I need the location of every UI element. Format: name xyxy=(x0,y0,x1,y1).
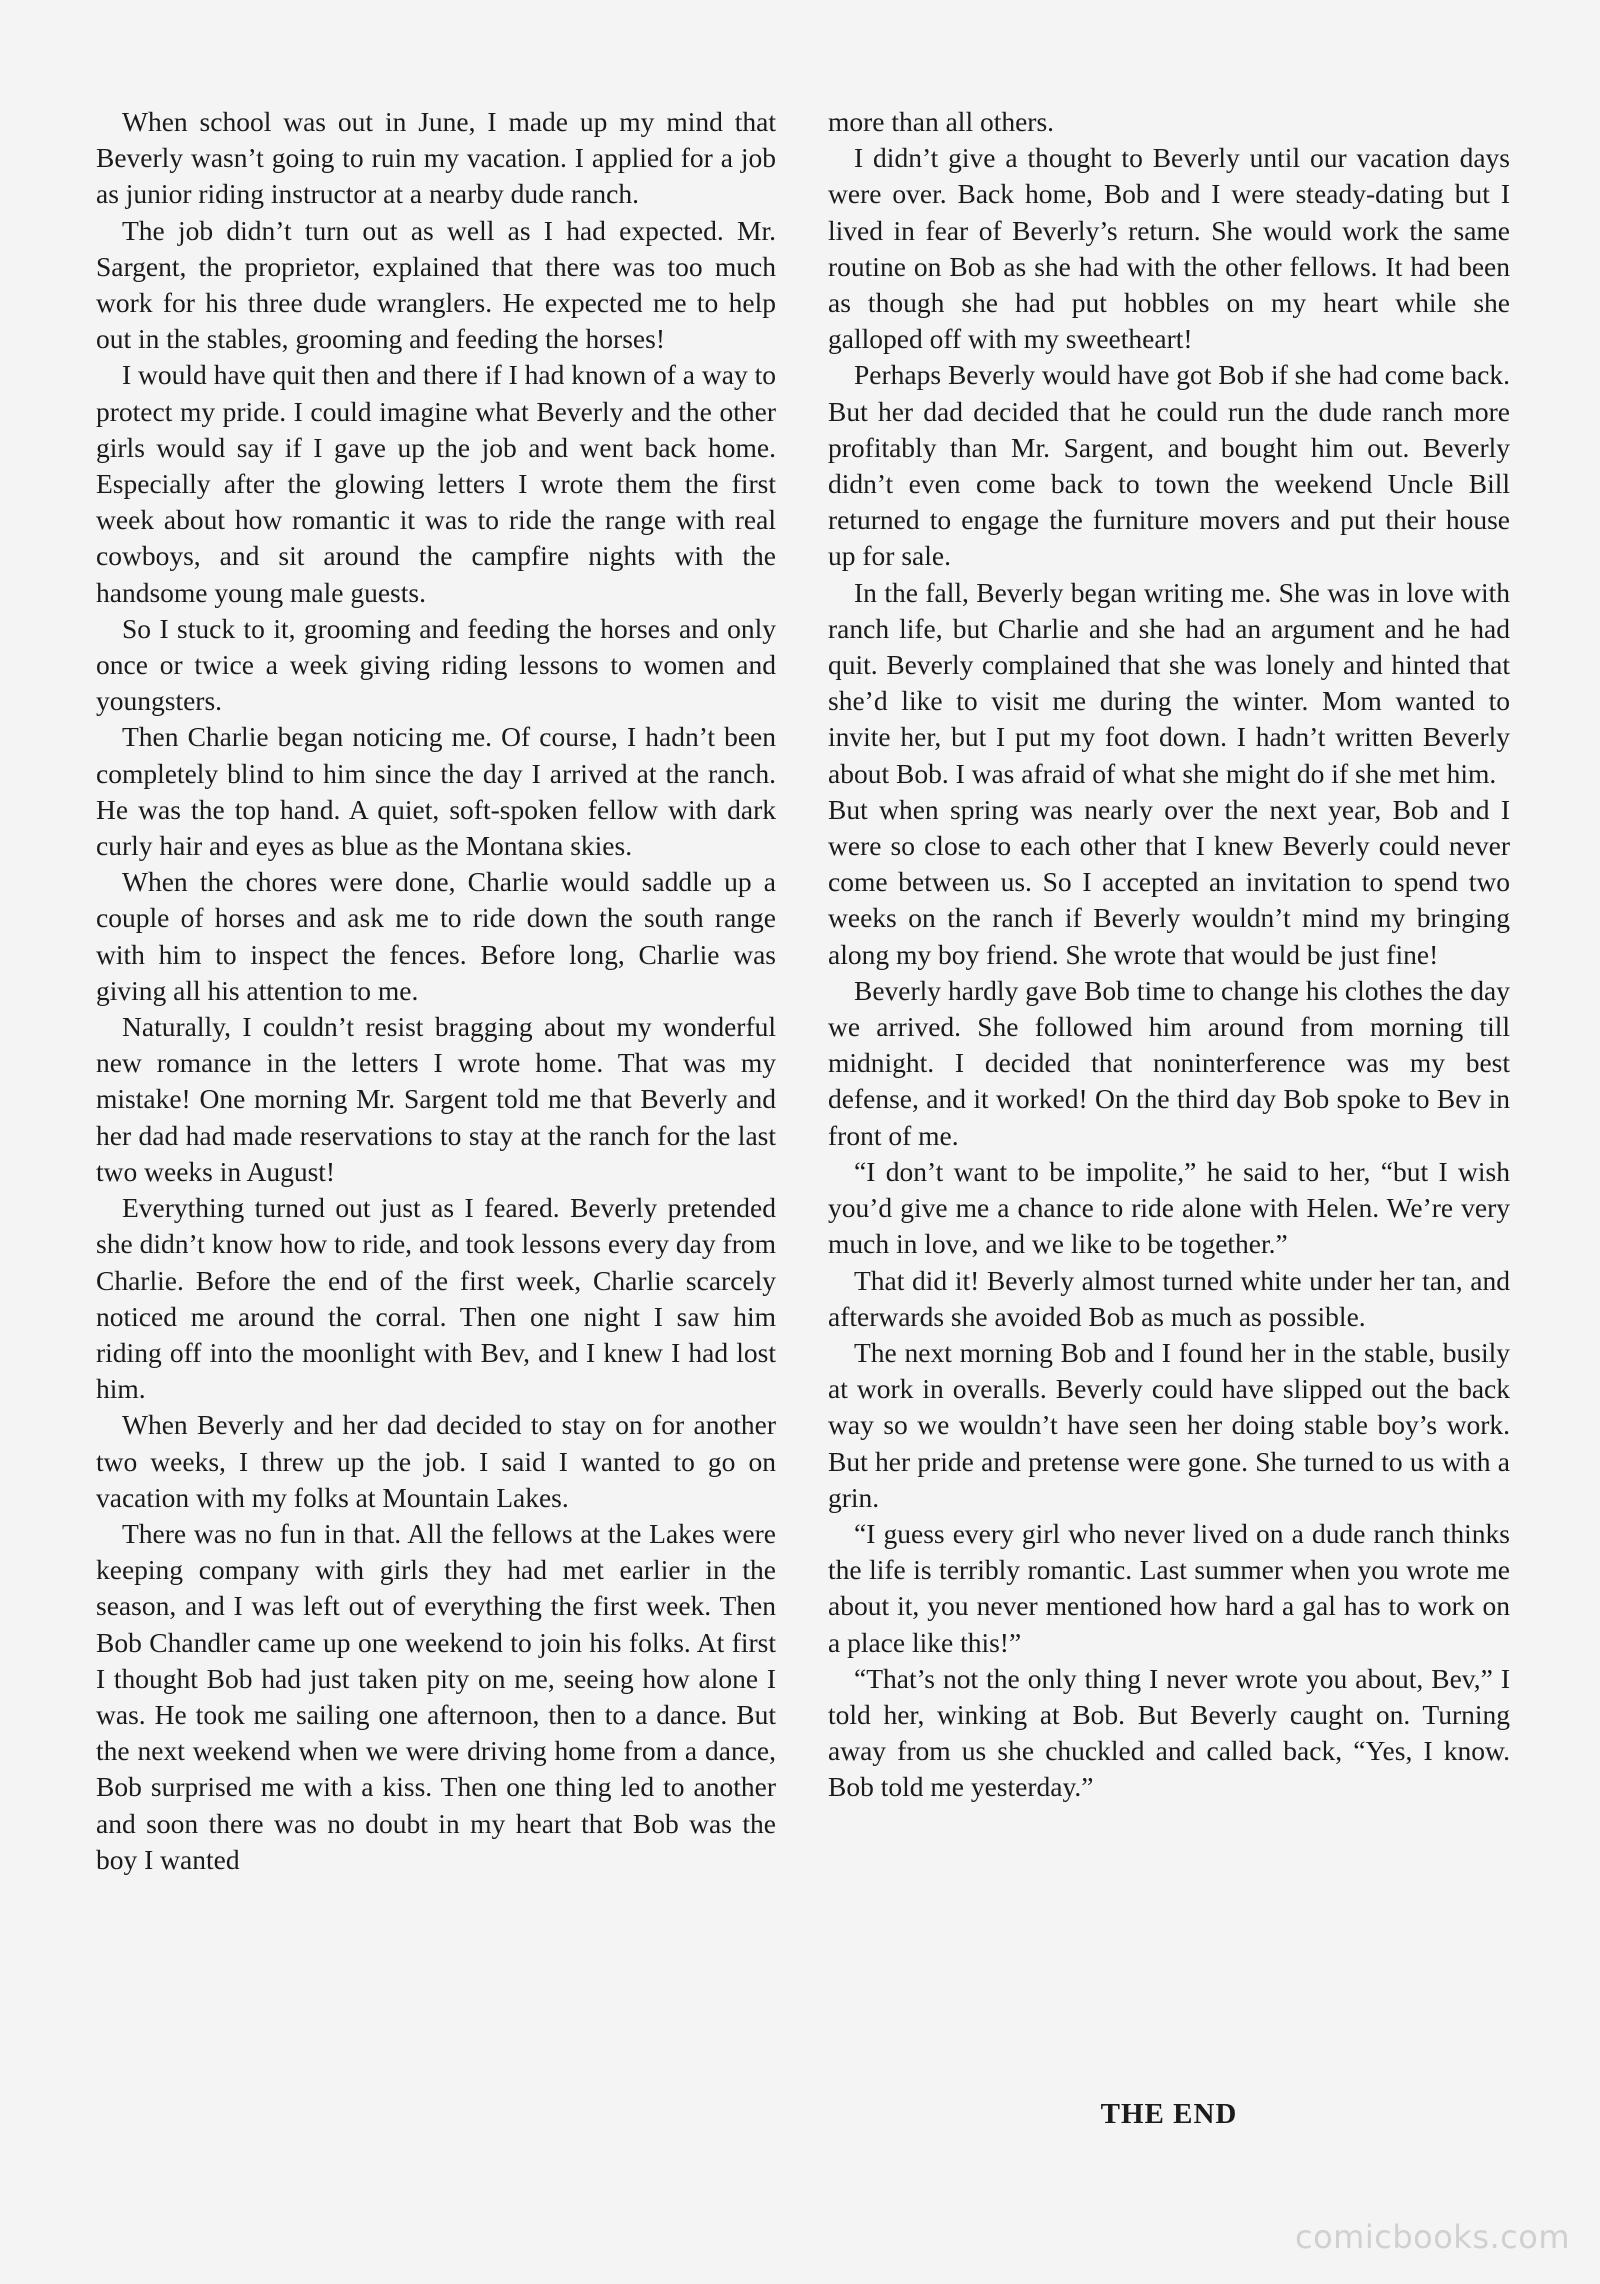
paragraph: When the chores were done, Charlie would saddle up a couple of horses and ask me to ride down the south range with him to inspect the fences. Before long, Charlie was giving all his attention to me. xyxy=(96,866,776,1006)
paragraph: I would have quit then and there if I had known of a way to protect my pride. I could imagine what Beverly and the other girls would say if I gave up the job and went back home. Especially after the glowing letters I wrote them the first week about how romantic it was to ride the range with real cowboys, and sit around the campfire nights with the handsome young male guests. xyxy=(96,359,776,608)
paragraph-continuation: more than all others. xyxy=(828,106,1055,137)
paragraph: When school was out in June, I made up my mind that Beverly wasn’t going to ruin my vacation. I applied for a job as junior riding instructor at a nearby dude ranch. xyxy=(96,106,776,210)
the-end-label: THE END xyxy=(1100,2098,1238,2130)
story-column-left xyxy=(96,104,776,1878)
paragraph: The job didn’t turn out as well as I had expected. Mr. Sargent, the proprietor, explained that there was too much work for his three dude wranglers. He expected me to help out in the stables, grooming and feeding the horses! xyxy=(96,214,776,355)
paragraph: “I don’t want to be impolite,” he said to her, “but I wish you’d give me a chance to ride alone with Helen. We’re very much in love, and we like to be together.” xyxy=(828,1155,1510,1260)
paragraph: I didn’t give a thought to Beverly until our vacation days were over. Back home, Bob and I were steady-dating but I lived in fear of Beverly’s return. She would work the same routine on Bob as she had with the other fellows. It had been as though she had put hobbles on my heart while she galloped off with my sweetheart! xyxy=(828,142,1510,355)
paragraph: Naturally, I couldn’t resist bragging about my wonderful new romance in the letters I wrote home. That was my mistake! One morning Mr. Sargent told me that Beverly and her dad had made reservations to stay at the ranch for the last two weeks in August! xyxy=(96,1011,776,1187)
story-column-right xyxy=(828,104,1510,1806)
paragraph: The next morning Bob and I found her in the stable, busily at work in overalls. Beverly could have slipped out the back way so we wouldn’t have seen her doing stable boy’s work. But her pride and pretense were gone. She turned to us with a grin. xyxy=(828,1336,1510,1513)
paragraph: Perhaps Beverly would have got Bob if she had come back. But her dad decided that he could run the dude ranch more profitably than Mr. Sargent, and bought him out. Beverly didn’t even come back to town the weekend Uncle Bill returned to engage the furniture movers and put their house up for sale. xyxy=(828,359,1511,572)
watermark: comicbooks.com xyxy=(1294,2218,1570,2256)
paragraph: In the fall, Beverly began writing me. She was in love with ranch life, but Charlie and she had an argument and he had quit. Beverly complained that she was lonely and hinted that she’d like to visit me during the winter. Mom wanted to invite her, but I put my foot down. I hadn’t written Beverly about Bob. I was afraid of what she might do if she met him. xyxy=(828,576,1510,789)
paragraph: “That’s not the only thing I never wrote you about, Bev,” I told her, winking at Bob. But Beverly caught on. Turning away from us she chuckled and called back, “Yes, I know. Bob told me yesterday.” xyxy=(828,1662,1510,1803)
paragraph: There was no fun in that. All the fellows at the Lakes were keeping company with girls they had met earlier in the season, and I was left out of everything the first week. Then Bob Chandler came up one weekend to join his folks. At first I thought Bob had just taken pity on me, seeing how alone I was. He took me sailing one afternoon, then to a dance. But the next weekend when we were driving home from a dance, Bob surprised me with a kiss. Then one thing led to another and soon there was no doubt in my heart that Bob was the boy I wanted xyxy=(96,1517,776,1875)
paragraph: “I guess every girl who never lived on a dude ranch thinks the life is terribly romantic. Last summer when you wrote me about it, you never mentioned how hard a gal has to work on a place like this!” xyxy=(828,1517,1510,1658)
paragraph: But when spring was nearly over the next year, Bob and I were so close to each other that I knew Beverly could never come between us. So I accepted an invitation to spend two weeks on the ranch if Beverly wouldn’t mind my bringing along my boy friend. She wrote that would be just fine! xyxy=(828,793,1510,970)
paragraph: Everything turned out just as I feared. Beverly pretended she didn’t know how to ride, and took lessons every day from Charlie. Before the end of the first week, Charlie scarcely noticed me around the corral. Then one night I saw him riding off into the moonlight with Bev, and I knew I had lost him. xyxy=(96,1192,776,1405)
paragraph: So I stuck to it, grooming and feeding the horses and only once or twice a week giving riding lessons to women and youngsters. xyxy=(96,612,776,717)
paragraph: Beverly hardly gave Bob time to change his clothes the day we arrived. She followed him around from morning till midnight. I decided that noninterference was my best defense, and it worked! On the third day Bob spoke to Bev in front of me. xyxy=(828,974,1510,1151)
paragraph: That did it! Beverly almost turned white under her tan, and afterwards she avoided Bob as much as possible. xyxy=(828,1264,1510,1332)
paragraph: When Beverly and her dad decided to stay on for another two weeks, I threw up the job. I said I wanted to go on vacation with my folks at Mountain Lakes. xyxy=(96,1409,776,1513)
paragraph: Then Charlie began noticing me. Of course, I hadn’t been completely blind to him since the day I arrived at the ranch. He was the top hand. A quiet, soft-spoken fellow with dark curly hair and eyes as blue as the Montana skies. xyxy=(96,721,776,862)
